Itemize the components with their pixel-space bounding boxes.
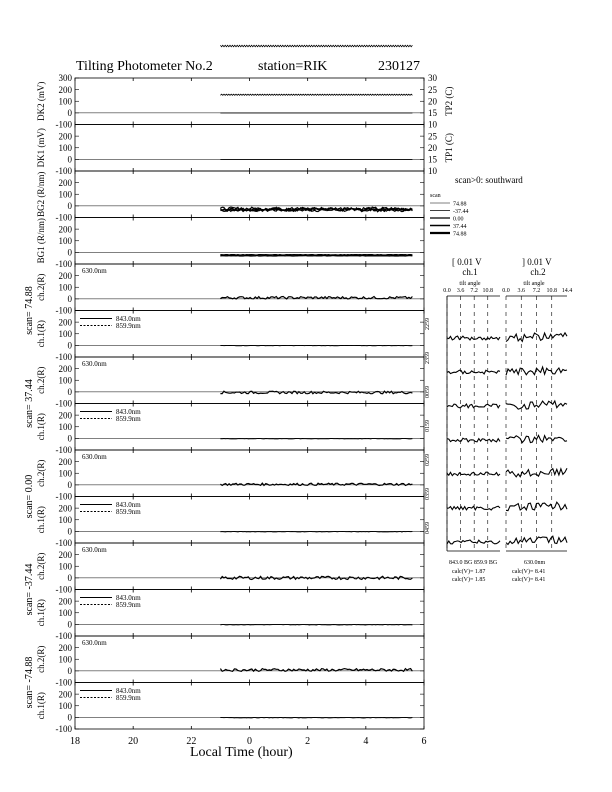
panel-ylabel: BG1 (R/nm): [36, 218, 46, 264]
y-tick-label: 200: [58, 689, 72, 700]
y-tick-label: 100: [58, 375, 72, 386]
legend-label-2: 859.9nm: [116, 601, 141, 609]
data-series: [220, 625, 412, 626]
ch1-scale-label: [ 0.01 V: [452, 257, 482, 267]
y-tick-label: 100: [58, 468, 72, 479]
right-tick-label: 15: [428, 154, 437, 165]
x-tick-label: 18: [70, 736, 80, 747]
y-tick-label: 100: [58, 514, 72, 525]
temperature-trace: [220, 94, 412, 95]
y-tick-label: 200: [58, 503, 72, 514]
y-tick-label: 0: [67, 619, 72, 630]
panel-ylabel: BG2 (R/nm): [36, 171, 46, 217]
x-tick-label: 20: [128, 736, 139, 747]
panel-p1c1: [36, 311, 424, 363]
scan-group-label: scan= 0.00: [24, 474, 35, 519]
y-tick-label: 0: [67, 108, 72, 119]
y-tick-label: 0: [67, 340, 72, 351]
panel-dk1: [36, 125, 454, 177]
y-tick-label: 0: [67, 247, 72, 258]
ch2-scale-label: ] 0.01 V: [522, 257, 552, 267]
side-row-time: 0459: [425, 522, 431, 534]
y-tick-label: 0: [67, 712, 72, 723]
y-tick-label: 0: [67, 154, 72, 165]
side-profile-ch1: [447, 336, 500, 340]
ch1-tick-label: 7.2: [470, 288, 478, 294]
y-tick-label: 0: [67, 573, 72, 584]
panel-ylabel: ch.2(R): [36, 366, 46, 394]
ch2-tick-label: 14.4: [561, 288, 573, 294]
legend-label-2: 859.9nm: [116, 694, 141, 702]
ch2-tick-label: 10.8: [546, 288, 557, 294]
right-tick-label: 25: [428, 84, 437, 95]
panel-frame: [75, 357, 424, 404]
panel-p2c1: [36, 404, 424, 456]
calc1-first: calc(V)= 1.87: [452, 569, 486, 575]
y-tick-label: -100: [55, 445, 72, 456]
legend-label-1: 843.0nm: [116, 315, 141, 323]
y-tick-label: 200: [58, 642, 72, 653]
y-tick-label: 100: [58, 235, 72, 246]
inset-wavelength-label: 630.0nm: [82, 267, 107, 275]
panel-ylabel: ch.1(R): [36, 692, 46, 720]
ch2-tick-label: 7.2: [532, 288, 541, 294]
y-tick-label: 100: [58, 189, 72, 200]
chart-title: Tilting Photometer No.2: [76, 59, 213, 74]
panel-rlabel: TP1 (C): [444, 133, 454, 163]
y-tick-label: 200: [58, 84, 72, 95]
panel-frame: [75, 78, 424, 125]
ch1-label: ch.1: [462, 267, 478, 277]
panel-p3c2: [24, 450, 424, 518]
panel-p1c2: [24, 264, 424, 335]
y-tick-label: 100: [58, 421, 72, 432]
right-tick-label: 30: [428, 73, 437, 84]
y-tick-label: 0: [67, 480, 72, 491]
y-tick-label: 200: [58, 410, 72, 421]
panel-p3c1: [36, 497, 424, 549]
data-series: [220, 718, 412, 719]
ch2-tilt-label: tilt angle: [523, 281, 545, 287]
side-profile-ch1: [447, 438, 500, 442]
side-row-time: 2359: [425, 352, 431, 364]
panel-bg2: [36, 171, 424, 223]
y-tick-label: 0: [67, 387, 72, 398]
panel-ylabel: ch.2(R): [36, 459, 46, 487]
legend-label-1: 843.0nm: [116, 594, 141, 602]
panel-p5c1: [36, 683, 424, 735]
side-profile-ch1: [447, 370, 500, 374]
ch1-tilt-label: tilt angle: [459, 281, 481, 287]
x-tick-label: 6: [421, 736, 427, 747]
inset-wavelength-label: 630.0nm: [82, 546, 107, 554]
legend-label-2: 859.9nm: [116, 508, 141, 516]
panel-frame: [75, 450, 424, 497]
legend-label-2: 859.9nm: [116, 322, 141, 330]
data-series: [220, 532, 412, 533]
y-tick-label: -100: [55, 212, 72, 223]
y-tick-label: 100: [58, 328, 72, 339]
legend-label-2: 859.9nm: [116, 415, 141, 423]
panel-frame: [75, 218, 424, 265]
y-tick-label: 100: [58, 96, 72, 107]
y-tick-label: 200: [58, 549, 72, 560]
right-tick-label: 10: [428, 166, 437, 177]
side-profile-ch1: [447, 472, 500, 475]
panel-ylabel: ch.1(R): [36, 413, 46, 441]
panel-bg1: [36, 218, 424, 270]
y-tick-label: 100: [58, 654, 72, 665]
side-profile-ch1: [447, 540, 500, 544]
y-tick-label: -100: [55, 724, 72, 735]
panel-dk2: [36, 73, 454, 130]
y-tick-label: -100: [55, 119, 72, 130]
y-tick-label: 100: [58, 700, 72, 711]
panel-ylabel: ch.1(R): [36, 320, 46, 348]
side-legend-label: 37.44: [453, 224, 467, 230]
right-tick-label: 20: [428, 96, 437, 107]
panel-frame: [75, 543, 424, 590]
x-tick-label: 22: [186, 736, 197, 747]
x-tick-label: 2: [305, 736, 311, 747]
panel-p2c2: [24, 357, 424, 428]
side-bottom-ch2-label: 630.0nm: [524, 560, 546, 566]
date-label: 230127: [378, 59, 420, 74]
right-tick-label: 20: [428, 142, 437, 153]
y-tick-label: 0: [67, 666, 72, 677]
ch1-tick-label: 10.8: [482, 288, 494, 294]
side-legend-label: 74.88: [453, 231, 467, 238]
y-tick-label: 0: [67, 201, 72, 212]
scan-group-label: scan= 37.44: [24, 379, 35, 428]
y-tick-label: 200: [58, 596, 72, 607]
side-legend-label: -37.44: [453, 209, 469, 215]
legend-label-1: 843.0nm: [116, 408, 141, 416]
side-row-time: 2259: [425, 318, 431, 330]
y-tick-label: -100: [55, 631, 72, 642]
side-row-time: 0059: [425, 386, 431, 398]
panel-ylabel: ch.1(R): [36, 599, 46, 627]
inset-wavelength-label: 630.0nm: [82, 639, 107, 647]
y-tick-label: 0: [67, 294, 72, 305]
y-tick-label: 200: [58, 456, 72, 467]
legend-label-1: 843.0nm: [116, 501, 141, 509]
panel-frame: [75, 636, 424, 683]
x-tick-label: 0: [247, 736, 252, 747]
y-tick-label: -100: [55, 398, 72, 409]
ch1-tick-label: 0.0: [443, 288, 451, 294]
scan-group-label: scan= 74.88: [24, 286, 35, 335]
side-row-time: 0259: [425, 454, 431, 466]
inset-wavelength-label: 630.0nm: [82, 453, 107, 461]
y-tick-label: 200: [58, 270, 72, 281]
panel-frame: [75, 125, 424, 172]
side-profile-ch1: [447, 506, 500, 510]
top-temperature-trace: [220, 45, 412, 46]
y-tick-label: -100: [55, 584, 72, 595]
panel-ylabel: ch.2(R): [36, 552, 46, 580]
y-tick-label: 100: [58, 561, 72, 572]
y-tick-label: 0: [67, 526, 72, 537]
y-tick-label: -100: [55, 259, 72, 270]
side-legend-label: 0.00: [453, 216, 464, 223]
scan-group-label: scan= -37.44: [24, 563, 35, 616]
right-tick-label: 25: [428, 131, 437, 142]
y-tick-label: -100: [55, 305, 72, 316]
legend-label-1: 843.0nm: [116, 687, 141, 695]
side-legend-label: 74.88: [453, 201, 467, 208]
panel-stack: [24, 45, 454, 747]
scan-group-label: scan= -74.88: [24, 656, 35, 709]
x-tick-label: 4: [363, 736, 369, 747]
ch1-tick-label: 3.6: [456, 288, 465, 294]
panel-ylabel: ch.2(R): [36, 645, 46, 673]
panel-ylabel: DK1 (mV): [36, 128, 46, 168]
y-tick-label: 300: [58, 73, 72, 84]
side-row-time: 0359: [425, 488, 431, 500]
tilt-scan-side-plot: [425, 175, 572, 583]
y-tick-label: -100: [55, 491, 72, 502]
y-tick-label: -100: [55, 538, 72, 549]
calc2-first: calc(V)= 8.41: [512, 569, 546, 575]
y-tick-label: 200: [58, 177, 72, 188]
panel-rlabel: TP2 (C): [444, 86, 454, 116]
side-row-time: 0159: [425, 420, 431, 432]
panel-ylabel: ch.1(R): [36, 506, 46, 534]
y-tick-label: 200: [58, 131, 72, 142]
calc1-second: calc(V)= 1.85: [452, 577, 486, 583]
y-tick-label: 200: [58, 317, 72, 328]
y-tick-label: 200: [58, 363, 72, 374]
y-tick-label: 100: [58, 282, 72, 293]
station-label: station=RIK: [258, 59, 328, 74]
y-tick-label: 200: [58, 224, 72, 235]
panel-ylabel: ch.2(R): [36, 273, 46, 301]
right-tick-label: 10: [428, 119, 437, 130]
side-profile-ch1: [447, 404, 500, 408]
ch2-tick-label: 0.0: [502, 288, 510, 294]
y-tick-label: -100: [55, 352, 72, 363]
y-tick-label: -100: [55, 677, 72, 688]
side-bottom-ch1-label: 843.0 BG 859.9 BG: [449, 560, 498, 566]
y-tick-label: 100: [58, 607, 72, 618]
ch2-label: ch.2: [530, 267, 546, 277]
x-axis-label: Local Time (hour): [190, 745, 293, 760]
calc2-second: calc(V)= 8.41: [512, 577, 546, 583]
side-legend-title: scan: [430, 193, 441, 199]
right-tick-label: 15: [428, 108, 437, 119]
ch2-tick-label: 3.6: [517, 288, 525, 294]
y-tick-label: 100: [58, 142, 72, 153]
y-tick-label: 0: [67, 433, 72, 444]
panel-p4c1: [36, 590, 424, 642]
panel-ylabel: DK2 (mV): [36, 81, 46, 121]
inset-wavelength-label: 630.0nm: [82, 360, 107, 368]
side-title: scan>0: southward: [455, 175, 523, 185]
panel-frame: [75, 264, 424, 311]
y-tick-label: -100: [55, 166, 72, 177]
